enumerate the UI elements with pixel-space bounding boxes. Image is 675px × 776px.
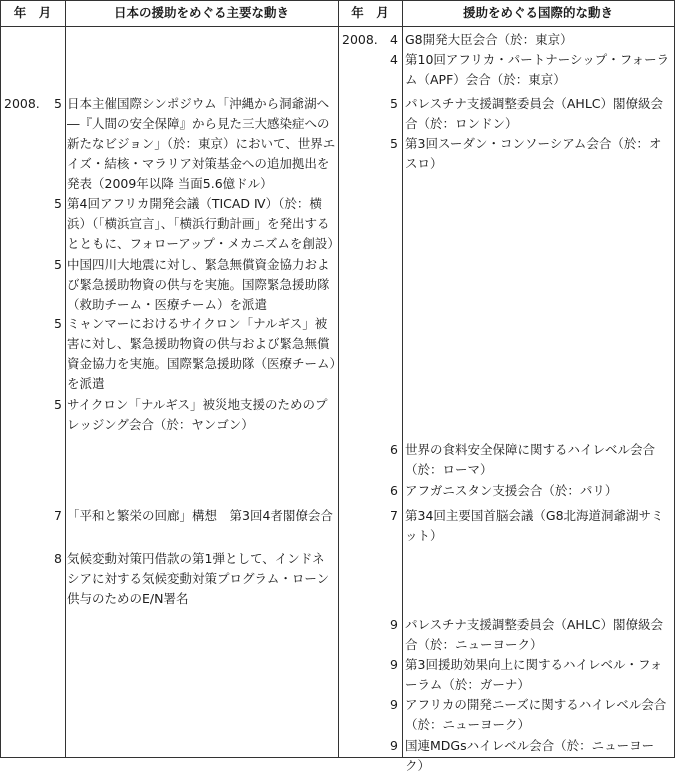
japan-event-text: ミャンマーにおけるサイクロン「ナルギス」被害に対し、緊急援助物資の供与および緊急無償資金協力を実施。国際緊急援助隊（医療チーム）を派遣 <box>67 316 336 391</box>
intl-month: 7 <box>390 508 398 523</box>
intl-event-text: 第3回援助効果向上に関するハイレベル・フォーラム（於：ガーナ） <box>405 657 663 692</box>
intl-event-text: 国連MDGsハイレベル会合（於：ニューヨーク） <box>405 738 655 773</box>
intl-month: 4 <box>390 52 398 67</box>
intl-month: 5 <box>390 136 398 151</box>
header-year-month-left: 年 月 <box>13 5 52 20</box>
col-border-2 <box>338 0 339 758</box>
intl-month: 4 <box>390 32 398 47</box>
japan-month: 5 <box>54 196 62 211</box>
col-border-1 <box>65 0 66 758</box>
japan-event-text: 「平和と繁栄の回廊」構想 第3回4者閣僚会合 <box>67 508 333 523</box>
header-intl-column: 援助をめぐる国際的な動き <box>462 5 613 20</box>
intl-month: 6 <box>390 442 398 457</box>
japan-event-text: 中国四川大地震に対し、緊急無償資金協力および緊急援助物資の供与を実施。国際緊急援助隊（救助チーム・医療チーム）を派遣 <box>67 257 330 312</box>
col-border-left <box>0 0 1 758</box>
col-border-3 <box>402 0 403 758</box>
japan-month: 5 <box>54 257 62 272</box>
header-japan-column: 日本の援助をめぐる主要な動き <box>113 5 289 20</box>
intl-month: 5 <box>390 96 398 111</box>
japan-event-text: サイクロン「ナルギス」被災地支援のためのプレッジング会合（於：ヤンゴン） <box>67 397 328 432</box>
intl-month: 9 <box>390 657 398 672</box>
intl-month: 9 <box>390 617 398 632</box>
intl-event-text: パレスチナ支援調整委員会（AHLC）閣僚級会合（於：ロンドン） <box>405 96 664 131</box>
japan-event-text: 気候変動対策円借款の第1弾として、インドネシアに対する気候変動対策プログラム・ローン供与のためのE/N署名 <box>67 551 330 606</box>
japan-month: 7 <box>54 508 62 523</box>
header-year-month-right: 年 月 <box>351 5 389 20</box>
intl-month: 9 <box>390 697 398 712</box>
intl-event-text: 第10回アフリカ・パートナーシップ・フォーラム（APF）会合（於：東京） <box>405 52 670 87</box>
japan-event-text: 第4回アフリカ開発会議（TICAD Ⅳ）（於：横浜）（「横浜宣言」、「横浜行動計画」を発出するとともに、フォローアップ・メカニズムを創設） <box>67 196 340 251</box>
intl-event-text: アフリカの開発ニーズに関するハイレベル会合（於：ニューヨーク） <box>405 697 667 732</box>
intl-event-text: G8開発大臣会合（於：東京） <box>405 32 573 47</box>
intl-month: 6 <box>390 483 398 498</box>
japan-month: 8 <box>54 551 62 566</box>
japan-month: 5 <box>54 316 62 331</box>
japan-month: 5 <box>54 96 62 111</box>
intl-event-text: 第3回スーダン・コンソーシアム会合（於：オスロ） <box>405 136 662 171</box>
japan-event-text: 日本主催国際シンポジウム「沖縄から洞爺湖へ―『人間の安全保障』から見た三大感染症への新たなビジョン」（於：東京）において、世界エイズ・結核・マラリア対策基金への追加拠出を発表（2009年以降 当面5.6億ドル） <box>67 96 336 191</box>
intl-event-text: 世界の食料安全保障に関するハイレベル会合（於：ローマ） <box>405 442 656 477</box>
intl-event-text: パレスチナ支援調整委員会（AHLC）閣僚級会合（於：ニューヨーク） <box>405 617 664 652</box>
intl-year: 2008. <box>342 32 378 47</box>
japan-year: 2008. <box>4 96 40 111</box>
intl-event-text: アフガニスタン支援会合（於：パリ） <box>405 483 618 498</box>
intl-month: 9 <box>390 738 398 753</box>
intl-event-text: 第34回主要国首脳会議（G8北海道洞爺湖サミット） <box>405 508 664 543</box>
japan-month: 5 <box>54 397 62 412</box>
